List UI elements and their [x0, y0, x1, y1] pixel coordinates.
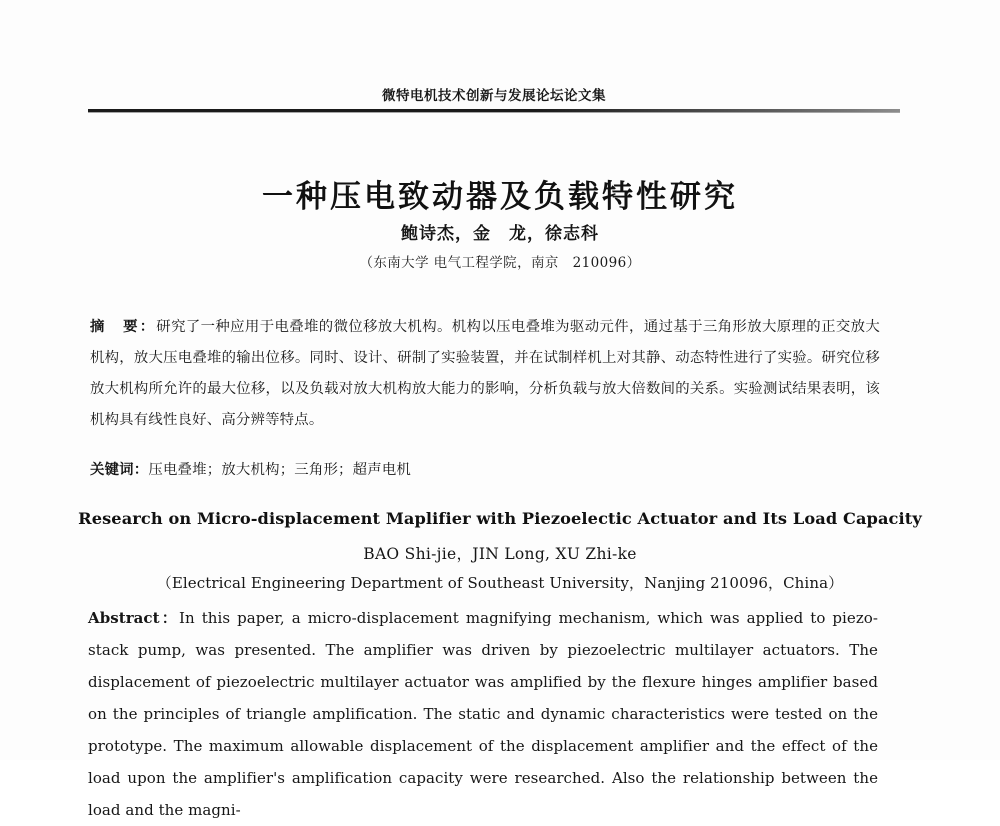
affiliation-english: （Electrical Engineering Department of Southeast University，Nanjing 210096，China）	[156, 574, 844, 592]
abstract-english	[88, 602, 878, 826]
authors-chinese: 鲍诗杰，金 龙，徐志科	[401, 224, 599, 244]
affiliation-chinese: （东南大学 电气工程学院，南京 210096）	[359, 255, 641, 271]
keywords-label-chinese: 关键词：	[90, 461, 149, 478]
authors-english: BAO Shi-jie，JIN Long, XU Zhi-ke	[363, 545, 637, 563]
abstract-body-english: In this paper, a micro-displacement magnifying mechanism, which was applied to piezo-stack pump, was presented. The amplifier was driven by piezoelectric multilayer actuators. The displacement of piezoelectric multilayer actuator was amplified by the flexure hinges amplifier based on the principles of triangle amplification. The static and dynamic characteristics were tested on the prototype. The maximum allowable displacement of the displacement amplifier and the effect of the load upon the amplifier's amplification capacity were researched. Also the relationship between the load and the magni-	[88, 609, 878, 819]
running-head: 微特电机技术创新与发展论坛论文集	[382, 88, 606, 104]
header-rule	[88, 109, 900, 112]
keywords-chinese	[90, 455, 880, 485]
abstract-chinese	[90, 311, 880, 436]
abstract-label-english: Abstract：	[88, 609, 180, 627]
keywords-body-chinese: 压电叠堆；放大机构；三角形；超声电机	[148, 462, 412, 478]
page-title-chinese: 一种压电致动器及负载特性研究	[262, 178, 738, 215]
page-title-english: Research on Micro-displacement Maplifier with Piezoelectic Actuator and Its Load Capacity	[78, 509, 922, 528]
abstract-label-chinese: 摘 要：	[90, 318, 157, 335]
abstract-body-chinese: 研究了一种应用于电叠堆的微位移放大机构。机构以压电叠堆为驱动元件，通过基于三角形放大原理的正交放大机构，放大压电叠堆的输出位移。同时、设计、研制了实验装置，并在试制样机上对其静、动态特性进行了实验。研究位移放大机构所允许的最大位移，以及负载对放大机构放大能力的影响，分析负载与放大倍数间的关系。实验测试结果表明，该机构具有线性良好、高分辨等特点。	[90, 319, 880, 428]
